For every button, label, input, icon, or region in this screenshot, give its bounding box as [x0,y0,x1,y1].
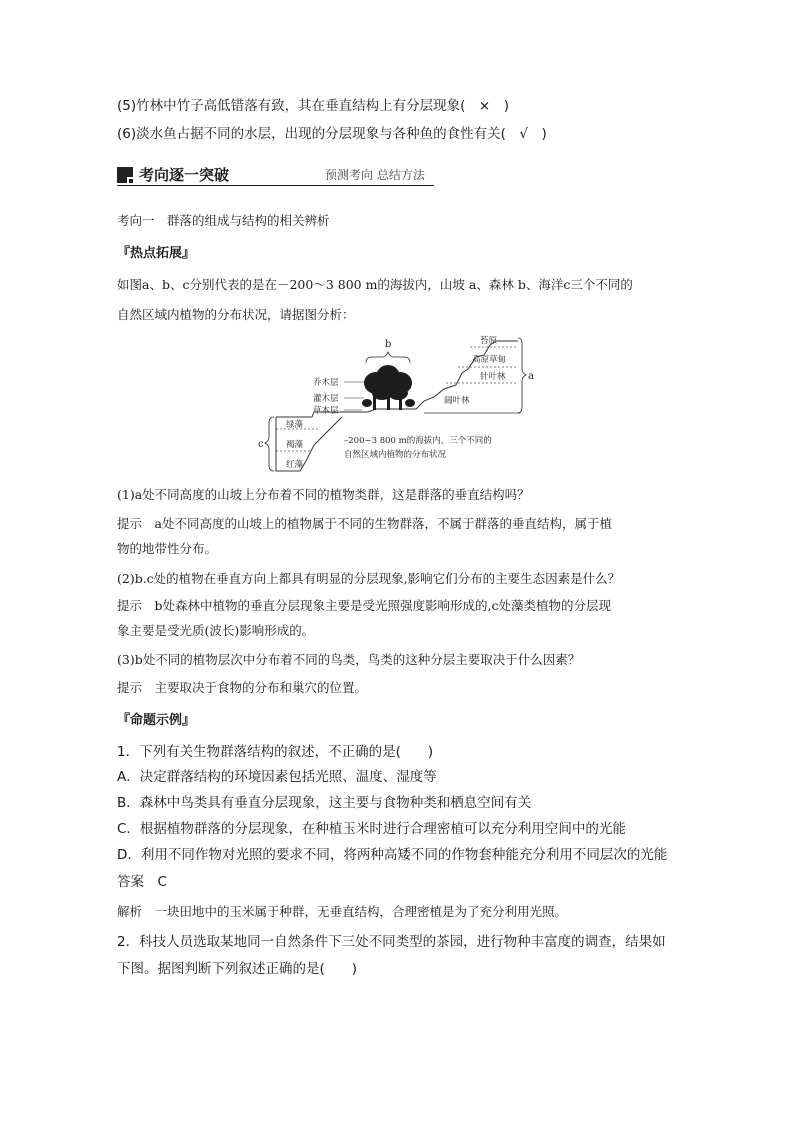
hint-2-line-2: 象主要是受光质(波长)影响形成的。 [117,623,315,638]
broadleaf-label: 阔叶林 [444,396,470,406]
statement-5: (5)竹林中竹子高低错落有致，其在垂直结构上有分层现象( × ) [117,98,509,114]
forest-trees [362,365,415,410]
example-2-stem-line-1: 2．科技人员选取某地同一自然条件下三处不同类型的茶园，进行物种丰富度的调查，结果如 [117,934,666,950]
vegetation-distribution-diagram [258,333,540,473]
label-b: b [385,339,392,350]
intro-line-1: 如图a、b、c分别代表的是在－200～3 800 m的海拔内，山坡 a、森林 b、海洋c三个不同的 [117,277,633,292]
question-3: (3)b处不同的植物层次中分布着不同的鸟类，鸟类的这种分层主要取决于什么因素？ [117,652,581,667]
brace-b [366,352,410,363]
question-1: (1)a处不同高度的山坡上分布着不同的植物类群，这是群落的垂直结构吗？ [117,487,530,502]
brace-c [265,417,274,471]
example-1-option-a: A．决定群落结构的环境因素包括光照、温度、湿度等 [117,769,437,785]
hint-3: 提示 主要取决于食物的分布和巢穴的位置。 [117,680,368,695]
example-1-stem: 1．下列有关生物群落结构的叙述，不正确的是( ) [117,744,434,760]
brown-algae-label: 褐藻 [286,440,304,450]
example-tag: 『命题示例』 [117,713,196,728]
hot-expansion-tag: 『热点拓展』 [117,246,196,261]
label-a: a [528,371,534,382]
section-header [117,164,434,186]
figure-caption-line-2: 自然区域内植物的分布状况 [344,450,447,460]
conifer-label: 针叶林 [480,372,506,382]
alpine-meadow-label: 高原草甸 [472,355,507,365]
figure-caption-line-1: –200~3 800 m的海拔内，三个不同的 [344,436,492,446]
section-divider [117,185,434,186]
example-1-answer: 答案 C [117,874,167,890]
hint-1-line-2: 物的地带性分布。 [117,541,218,556]
example-1-option-b: B．森林中鸟类具有垂直分层现象，这主要与食物种类和栖息空间有关 [117,795,532,811]
statement-6: (6)淡水鱼占据不同的水层，出现的分层现象与各种鱼的食性有关( √ ) [117,126,547,142]
section-title: 考向逐一突破 [139,166,230,184]
label-c: c [258,439,264,450]
red-algae-label: 红藻 [286,460,304,470]
hint-1-line-1: 提示 a处不同高度的山坡上的植物属于不同的生物群落，不属于群落的垂直结构，属于植 [117,516,612,531]
example-1-option-d: D．利用不同作物对光照的要求不同，将两种高矮不同的作物套种能充分利用不同层次的光能 [117,847,668,863]
topic-heading: 考向一 群落的组成与结构的相关辨析 [117,213,330,228]
herb-layer-label: 草本层 [313,406,339,416]
shrub-layer-label: 灌木层 [313,394,339,404]
tree-layer-label: 乔木层 [313,378,339,388]
moss-label: 苔原 [480,336,498,346]
hint-2-line-1: 提示 b处森林中植物的垂直分层现象主要是受光照强度影响形成的,c处藻类植物的分层现 [117,598,611,613]
green-algae-label: 绿藻 [286,420,304,430]
intro-line-2: 自然区域内植物的分布状况，请据图分析： [117,307,355,322]
example-1-option-c: C．根据植物群落的分层现象，在种植玉米时进行合理密植可以充分利用空间中的光能 [117,821,626,837]
question-2: (2)b.c处的植物在垂直方向上都具有明显的分层现象,影响它们分布的主要生态因素是什么？ [117,571,621,586]
section-square-icon [117,167,133,183]
section-subtitle: 预测考向 总结方法 [325,168,425,182]
example-1-analysis: 解析 一块田地中的玉米属于种群，无垂直结构，合理密植是为了充分利用光照。 [117,904,568,919]
brace-a [518,338,526,413]
example-2-stem-line-2: 下图。据图判断下列叙述正确的是( ) [117,961,358,977]
